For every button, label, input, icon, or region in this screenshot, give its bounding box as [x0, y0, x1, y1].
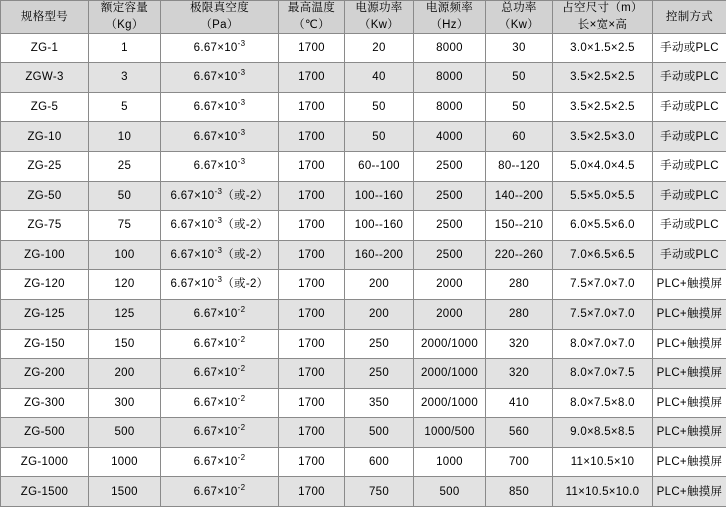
cell-total-power: 50 [486, 92, 553, 122]
cell-total-power: 560 [486, 418, 553, 448]
column-header-model: 规格型号 [1, 1, 89, 34]
cell-capacity: 150 [89, 329, 161, 359]
cell-capacity: 10 [89, 122, 161, 152]
cell-temperature: 1700 [279, 418, 345, 448]
column-header-dimensions: 占空尺寸（m） 长×宽×高 [553, 1, 653, 34]
cell-total-power: 140--200 [486, 181, 553, 211]
cell-temperature: 1700 [279, 33, 345, 63]
cell-temperature: 1700 [279, 152, 345, 182]
cell-temperature: 1700 [279, 270, 345, 300]
table-row [1, 33, 726, 63]
cell-vacuum [161, 240, 279, 270]
vacuum-exponent: -2 [237, 334, 246, 344]
cell-control: 手动或PLC [653, 33, 726, 63]
cell-frequency: 2000/1000 [414, 329, 486, 359]
cell-model: ZG-1000 [1, 447, 89, 477]
cell-control: 手动或PLC [653, 92, 726, 122]
column-header-vacuum: 极限真空度 （Pa） [161, 1, 279, 34]
cell-temperature: 1700 [279, 181, 345, 211]
cell-frequency: 1000 [414, 447, 486, 477]
cell-vacuum [161, 211, 279, 241]
cell-dimensions: 3.0×1.5×2.5 [553, 33, 653, 63]
table-row [1, 299, 726, 329]
cell-frequency: 2500 [414, 240, 486, 270]
cell-dimensions: 3.5×2.5×3.0 [553, 122, 653, 152]
table-row [1, 92, 726, 122]
vacuum-base: 6.67×10 [170, 248, 215, 261]
header-row [1, 1, 726, 34]
vacuum-exponent: -3 [237, 98, 246, 108]
column-header-temperature: 最高温度 （℃） [279, 1, 345, 34]
vacuum-exponent: -3 [237, 68, 246, 78]
cell-model: ZG-1500 [1, 477, 89, 507]
table-row [1, 329, 726, 359]
cell-frequency: 1000/500 [414, 418, 486, 448]
cell-model: ZG-25 [1, 152, 89, 182]
cell-model: ZG-150 [1, 329, 89, 359]
cell-control: PLC+触摸屏 [653, 477, 726, 507]
vacuum-base: 6.67×10 [193, 485, 238, 498]
cell-control: 手动或PLC [653, 211, 726, 241]
cell-control: PLC+触摸屏 [653, 329, 726, 359]
cell-model: ZG-500 [1, 418, 89, 448]
cell-dimensions: 7.5×7.0×7.0 [553, 270, 653, 300]
cell-control: 手动或PLC [653, 181, 726, 211]
cell-model: ZG-200 [1, 359, 89, 389]
column-header-frequency: 电源频率 （Hz） [414, 1, 486, 34]
table-row [1, 447, 726, 477]
vacuum-exponent: -2 [237, 364, 246, 374]
cell-model: ZG-10 [1, 122, 89, 152]
cell-model: ZG-1 [1, 33, 89, 63]
cell-temperature: 1700 [279, 63, 345, 93]
cell-power: 750 [345, 477, 414, 507]
cell-vacuum [161, 477, 279, 507]
column-header-total-power: 总功率 （Kw） [486, 1, 553, 34]
table-row [1, 211, 726, 241]
cell-dimensions: 8.0×7.0×7.5 [553, 359, 653, 389]
cell-control: PLC+触摸屏 [653, 418, 726, 448]
vacuum-exponent: -3 [214, 246, 223, 256]
cell-power: 500 [345, 418, 414, 448]
table-row [1, 388, 726, 418]
vacuum-note: （或-2） [222, 248, 269, 261]
cell-model: ZG-100 [1, 240, 89, 270]
cell-vacuum [161, 329, 279, 359]
vacuum-base: 6.67×10 [193, 71, 238, 84]
cell-control: PLC+触摸屏 [653, 299, 726, 329]
table-row [1, 122, 726, 152]
vacuum-base: 6.67×10 [193, 130, 238, 143]
table-body [1, 33, 726, 506]
cell-vacuum [161, 388, 279, 418]
cell-control: PLC+触摸屏 [653, 270, 726, 300]
vacuum-note: （或-2） [222, 219, 269, 232]
vacuum-note: （或-2） [222, 278, 269, 291]
cell-dimensions: 3.5×2.5×2.5 [553, 92, 653, 122]
cell-vacuum [161, 359, 279, 389]
cell-total-power: 50 [486, 63, 553, 93]
cell-model: ZGW-3 [1, 63, 89, 93]
vacuum-base: 6.67×10 [170, 189, 215, 202]
cell-power: 250 [345, 329, 414, 359]
cell-frequency: 4000 [414, 122, 486, 152]
cell-vacuum [161, 63, 279, 93]
cell-total-power: 700 [486, 447, 553, 477]
cell-capacity: 120 [89, 270, 161, 300]
cell-temperature: 1700 [279, 240, 345, 270]
cell-vacuum [161, 299, 279, 329]
cell-total-power: 220--260 [486, 240, 553, 270]
vacuum-base: 6.67×10 [193, 337, 238, 350]
cell-control: PLC+触摸屏 [653, 359, 726, 389]
cell-total-power: 850 [486, 477, 553, 507]
cell-capacity: 1000 [89, 447, 161, 477]
vacuum-exponent: -3 [237, 39, 246, 49]
cell-total-power: 60 [486, 122, 553, 152]
cell-capacity: 75 [89, 211, 161, 241]
cell-control: 手动或PLC [653, 122, 726, 152]
cell-control: 手动或PLC [653, 63, 726, 93]
cell-frequency: 2000/1000 [414, 388, 486, 418]
cell-control: 手动或PLC [653, 240, 726, 270]
cell-dimensions: 8.0×7.5×8.0 [553, 388, 653, 418]
cell-power: 60--100 [345, 152, 414, 182]
cell-frequency: 2500 [414, 152, 486, 182]
cell-total-power: 30 [486, 33, 553, 63]
cell-capacity: 100 [89, 240, 161, 270]
cell-dimensions: 5.0×4.0×4.5 [553, 152, 653, 182]
cell-dimensions: 7.0×6.5×6.5 [553, 240, 653, 270]
cell-power: 20 [345, 33, 414, 63]
cell-dimensions: 3.5×2.5×2.5 [553, 63, 653, 93]
cell-total-power: 150--210 [486, 211, 553, 241]
vacuum-base: 6.67×10 [170, 278, 215, 291]
cell-frequency: 8000 [414, 92, 486, 122]
table-header [1, 1, 726, 34]
cell-control: PLC+触摸屏 [653, 388, 726, 418]
cell-model: ZG-50 [1, 181, 89, 211]
cell-power: 200 [345, 299, 414, 329]
cell-vacuum [161, 33, 279, 63]
cell-temperature: 1700 [279, 299, 345, 329]
cell-temperature: 1700 [279, 359, 345, 389]
vacuum-base: 6.67×10 [193, 160, 238, 173]
cell-model: ZG-75 [1, 211, 89, 241]
cell-capacity: 25 [89, 152, 161, 182]
cell-frequency: 2000 [414, 299, 486, 329]
cell-vacuum [161, 270, 279, 300]
cell-dimensions: 11×10.5×10.0 [553, 477, 653, 507]
table-row [1, 63, 726, 93]
cell-temperature: 1700 [279, 211, 345, 241]
cell-vacuum [161, 181, 279, 211]
cell-power: 160--200 [345, 240, 414, 270]
vacuum-exponent: -2 [237, 393, 246, 403]
cell-model: ZG-125 [1, 299, 89, 329]
cell-frequency: 2500 [414, 181, 486, 211]
cell-capacity: 500 [89, 418, 161, 448]
column-header-capacity: 额定容量 （Kg） [89, 1, 161, 34]
cell-capacity: 125 [89, 299, 161, 329]
cell-vacuum [161, 447, 279, 477]
cell-dimensions: 8.0×7.0×7.0 [553, 329, 653, 359]
table-row [1, 418, 726, 448]
cell-frequency: 500 [414, 477, 486, 507]
cell-power: 200 [345, 270, 414, 300]
vacuum-base: 6.67×10 [193, 396, 238, 409]
cell-dimensions: 9.0×8.5×8.5 [553, 418, 653, 448]
cell-dimensions: 11×10.5×10 [553, 447, 653, 477]
vacuum-exponent: -2 [237, 453, 246, 463]
cell-dimensions: 6.0×5.5×6.0 [553, 211, 653, 241]
cell-capacity: 5 [89, 92, 161, 122]
vacuum-base: 6.67×10 [193, 426, 238, 439]
vacuum-exponent: -3 [237, 127, 246, 137]
table-row [1, 181, 726, 211]
cell-power: 100--160 [345, 211, 414, 241]
table-row [1, 240, 726, 270]
vacuum-note: （或-2） [222, 189, 269, 202]
cell-temperature: 1700 [279, 388, 345, 418]
cell-total-power: 320 [486, 329, 553, 359]
cell-temperature: 1700 [279, 477, 345, 507]
table-row [1, 477, 726, 507]
cell-temperature: 1700 [279, 122, 345, 152]
cell-power: 350 [345, 388, 414, 418]
cell-dimensions: 5.5×5.0×5.5 [553, 181, 653, 211]
cell-dimensions: 7.5×7.0×7.0 [553, 299, 653, 329]
vacuum-base: 6.67×10 [193, 41, 238, 54]
cell-power: 50 [345, 92, 414, 122]
table-row [1, 270, 726, 300]
cell-temperature: 1700 [279, 92, 345, 122]
cell-frequency: 8000 [414, 63, 486, 93]
vacuum-exponent: -3 [214, 216, 223, 226]
cell-total-power: 280 [486, 299, 553, 329]
cell-vacuum [161, 152, 279, 182]
cell-frequency: 2000/1000 [414, 359, 486, 389]
vacuum-exponent: -2 [237, 423, 246, 433]
vacuum-exponent: -2 [237, 482, 246, 492]
cell-control: PLC+触摸屏 [653, 447, 726, 477]
vacuum-exponent: -3 [214, 275, 223, 285]
table-row [1, 152, 726, 182]
cell-frequency: 8000 [414, 33, 486, 63]
cell-frequency: 2000 [414, 270, 486, 300]
vacuum-exponent: -3 [237, 157, 246, 167]
cell-total-power: 80--120 [486, 152, 553, 182]
cell-capacity: 3 [89, 63, 161, 93]
cell-power: 40 [345, 63, 414, 93]
cell-vacuum [161, 122, 279, 152]
column-header-power: 电源功率 （Kw） [345, 1, 414, 34]
column-header-control: 控制方式 [653, 1, 726, 34]
cell-frequency: 2500 [414, 211, 486, 241]
vacuum-base: 6.67×10 [193, 101, 238, 113]
cell-capacity: 200 [89, 359, 161, 389]
cell-model: ZG-120 [1, 270, 89, 300]
cell-vacuum [161, 92, 279, 122]
vacuum-exponent: -2 [237, 305, 246, 315]
cell-capacity: 50 [89, 181, 161, 211]
cell-power: 600 [345, 447, 414, 477]
cell-model: ZG-5 [1, 92, 89, 122]
cell-capacity: 1500 [89, 477, 161, 507]
vacuum-exponent: -3 [214, 186, 223, 196]
cell-total-power: 280 [486, 270, 553, 300]
vacuum-base: 6.67×10 [170, 219, 215, 232]
cell-capacity: 1 [89, 33, 161, 63]
cell-total-power: 320 [486, 359, 553, 389]
cell-control: 手动或PLC [653, 152, 726, 182]
vacuum-base: 6.67×10 [193, 367, 238, 380]
cell-power: 50 [345, 122, 414, 152]
vacuum-base: 6.67×10 [193, 308, 238, 321]
cell-temperature: 1700 [279, 329, 345, 359]
vacuum-base: 6.67×10 [193, 455, 238, 468]
cell-power: 100--160 [345, 181, 414, 211]
cell-power: 250 [345, 359, 414, 389]
cell-capacity: 300 [89, 388, 161, 418]
cell-model: ZG-300 [1, 388, 89, 418]
cell-total-power: 410 [486, 388, 553, 418]
table-row [1, 359, 726, 389]
cell-vacuum [161, 418, 279, 448]
cell-temperature: 1700 [279, 447, 345, 477]
